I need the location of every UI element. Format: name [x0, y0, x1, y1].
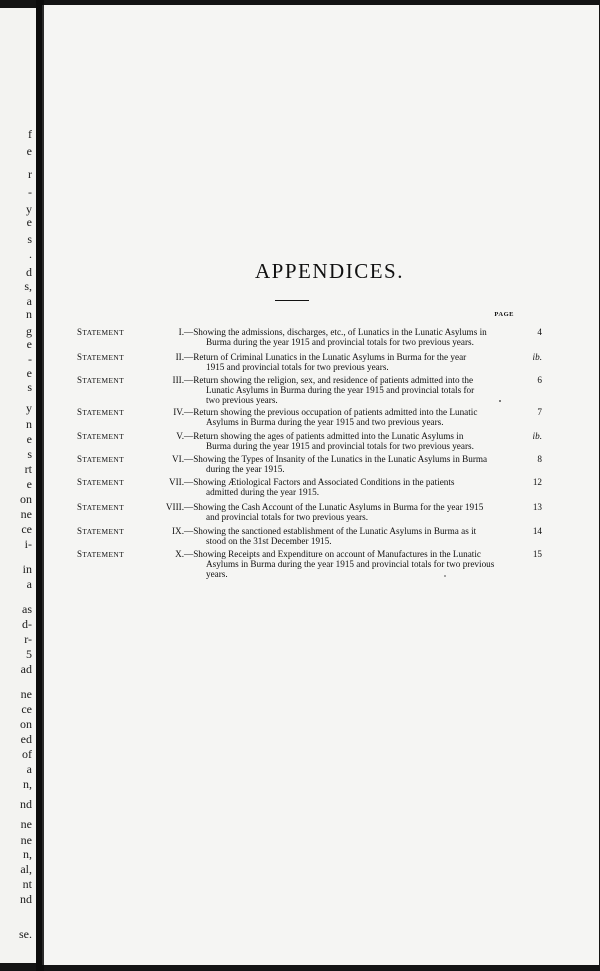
statement-number-value: V. — [176, 431, 184, 441]
statement-description-line: —Showing the Cash Account of the Lunatic Asylums in Burma for the year 1915 — [184, 502, 484, 512]
left-page-text-fragment: nd — [20, 797, 32, 811]
left-page-text-fragment: ce — [21, 522, 32, 536]
statement-description-line: Burma during the year 1915 and provincial totals for two previous years. — [206, 337, 474, 347]
statement-number — [139, 407, 184, 417]
statement-page-number: ib. — [532, 431, 542, 441]
statement-description-line: —Showing the Types of Insanity of the Lunatics in the Lunatic Asylums in Burma — [184, 454, 488, 464]
left-page-text-fragment: of — [22, 747, 32, 761]
left-page-text-fragment: ne — [20, 817, 32, 831]
statement-description-text: Return showing the previous occupation of patients admitted into the Lunatic — [193, 407, 478, 417]
left-page-text-fragment: a — [26, 577, 32, 591]
statement-number — [139, 502, 184, 512]
statement-number-value: VIII. — [165, 502, 184, 512]
statement-description-text: Return showing the religion, sex, and residence of patients admitted into the — [193, 375, 474, 385]
statement-description — [184, 375, 512, 405]
left-page-text-fragment: nt — [22, 877, 32, 891]
statement-number — [139, 327, 184, 337]
statement-description-line: —Showing the admissions, discharges, etc., of Lunatics in the Lunatic Asylums in — [184, 327, 487, 337]
statement-description-line: 1915 and provincial totals for two previous years. — [206, 362, 389, 372]
left-page-text-fragment: e — [26, 477, 32, 491]
left-page-text-fragment: in — [22, 562, 32, 576]
page-column-heading: PAGE — [494, 311, 514, 318]
statement-page-number: 4 — [537, 327, 542, 337]
statement-description-line: —Showing Receipts and Expenditure on account of Manufactures in the Lunatic — [184, 549, 481, 559]
statement-page-number: ib. — [532, 352, 542, 362]
left-page-text-fragment: r — [28, 167, 32, 181]
statement-description-line: —Showing Ætiological Factors and Associated Conditions in the patients — [184, 477, 455, 487]
statement-page-number: 8 — [537, 454, 542, 464]
statement-number — [139, 431, 184, 441]
statement-description — [184, 431, 512, 451]
statement-description-line: stood on the 31st December 1915. — [206, 536, 332, 546]
left-page-text-fragment: . — [29, 247, 32, 261]
left-page-text-fragment: s — [27, 380, 32, 394]
statement-description — [184, 454, 512, 474]
left-page-text-fragment: - — [28, 185, 32, 199]
statement-page-number: 7 — [537, 407, 542, 417]
document-page — [42, 5, 599, 965]
statement-description-line: Asylums in Burma during the year 1915 and two previous years. — [206, 417, 444, 427]
left-page-text-fragment: a — [26, 294, 32, 308]
statement-description-line: —Return of Criminal Lunatics in the Lunatic Asylums in Burma for the year — [184, 352, 467, 362]
left-page-text-fragment: e — [26, 215, 32, 229]
statement-number-value: I. — [178, 327, 184, 337]
statement-page-number: 12 — [532, 477, 542, 487]
left-page-text-fragment: s — [27, 447, 32, 461]
statement-description-line: and provincial totals for two previous years. — [206, 512, 369, 522]
statement-description-line: admitted during the year 1915. — [206, 487, 320, 497]
statement-description-text: Showing Receipts and Expenditure on account of Manufactures in the Lunatic — [193, 549, 481, 559]
left-page-text-fragment: a — [26, 762, 32, 776]
left-page-text-fragment: e — [26, 432, 32, 446]
left-page-text-fragment: r- — [24, 632, 32, 646]
statement-description-line: —Return showing the ages of patients admitted into the Lunatic Asylums in — [184, 431, 464, 441]
statement-description-text: Return of Criminal Lunatics in the Lunatic Asylums in Burma for the year — [193, 352, 467, 362]
left-page-text-fragment: on — [20, 492, 32, 506]
statement-number-value: III. — [172, 375, 184, 385]
statement-description-line: —Return showing the previous occupation of patients admitted into the Lunatic — [184, 407, 478, 417]
left-page-text-fragment: on — [20, 717, 32, 731]
statement-number — [139, 352, 184, 362]
statement-description — [184, 327, 512, 347]
left-page-text-fragment: d- — [22, 617, 32, 631]
statement-description — [184, 407, 512, 427]
statement-label: STATEMENT — [77, 477, 125, 487]
statement-number — [139, 477, 184, 487]
statement-description-line: —Return showing the religion, sex, and residence of patients admitted into the — [184, 375, 474, 385]
left-page-text-fragment: e — [26, 144, 32, 158]
statement-label: STATEMENT — [77, 526, 125, 536]
statement-description — [184, 477, 512, 497]
left-page-text-fragment: s, — [24, 279, 32, 293]
paper-mark — [444, 575, 446, 577]
statement-description-text: Showing the Types of Insanity of the Lunatics in the Lunatic Asylums in Burma — [193, 454, 488, 464]
title-divider — [275, 300, 309, 301]
left-page-text-fragment: ce — [21, 702, 32, 716]
left-page-text-fragment: ne — [20, 507, 32, 521]
statement-label: STATEMENT — [77, 375, 125, 385]
statement-description-text: Showing the sanctioned establishment of the Lunatic Asylums in Burma as it — [193, 526, 477, 536]
left-page-text-fragment: n — [26, 307, 32, 321]
statement-description-line: Lunatic Asylums in Burma during the year 1915 and provincial totals for — [206, 385, 475, 395]
statement-label: STATEMENT — [77, 549, 125, 559]
statement-description-text: Showing Ætiological Factors and Associated Conditions in the patients — [193, 477, 455, 487]
statement-number — [139, 454, 184, 464]
statement-number — [139, 549, 184, 559]
statement-number-value: X. — [175, 549, 184, 559]
statement-description-text: Showing the admissions, discharges, etc., of Lunatics in the Lunatic Asylums in — [193, 327, 487, 337]
statement-description — [184, 549, 512, 579]
statement-description-line: two previous years. — [206, 395, 278, 405]
page-title: APPENDICES. — [255, 259, 404, 283]
left-page-text-fragment: 5 — [26, 647, 32, 661]
statement-number-value: VI. — [172, 454, 184, 464]
statement-description — [184, 352, 512, 372]
statement-description-line: —Showing the sanctioned establishment of the Lunatic Asylums in Burma as it — [184, 526, 477, 536]
statement-page-number: 13 — [532, 502, 542, 512]
statement-number-value: VII. — [168, 477, 184, 487]
statement-label: STATEMENT — [77, 431, 125, 441]
left-page-text-fragment: i- — [24, 537, 32, 551]
previous-page-edge — [0, 8, 39, 963]
statement-number-value: IX. — [172, 526, 184, 536]
left-page-text-fragment: n, — [23, 777, 32, 791]
left-page-text-fragment: as — [22, 602, 32, 616]
left-page-text-fragment: e — [26, 366, 32, 380]
left-page-text-fragment: f — [28, 127, 32, 141]
left-page-text-fragment: n — [26, 417, 32, 431]
statement-description — [184, 502, 512, 522]
left-page-text-fragment: s — [27, 232, 32, 246]
statement-description-text: Showing the Cash Account of the Lunatic Asylums in Burma for the year 1915 — [193, 502, 484, 512]
left-page-text-fragment: ed — [20, 732, 32, 746]
statement-label: STATEMENT — [77, 352, 125, 362]
left-page-text-fragment: al, — [20, 862, 32, 876]
statement-description — [184, 526, 512, 546]
statement-description-line: years. — [206, 569, 228, 579]
statement-label: STATEMENT — [77, 502, 125, 512]
left-page-text-fragment: - — [28, 352, 32, 366]
statement-description-line: Asylums in Burma during the year 1915 and provincial totals for two previous — [206, 559, 495, 569]
left-page-text-fragment: y — [26, 401, 32, 415]
left-page-text-fragment: ne — [20, 687, 32, 701]
left-page-text-fragment: se. — [19, 927, 32, 941]
statement-description-line: during the year 1915. — [206, 464, 285, 474]
paper-mark — [499, 400, 501, 402]
statement-label: STATEMENT — [77, 407, 125, 417]
statement-page-number: 14 — [532, 526, 542, 536]
statement-page-number: 6 — [537, 375, 542, 385]
statement-label: STATEMENT — [77, 327, 125, 337]
left-page-text-fragment: n, — [23, 847, 32, 861]
left-page-text-fragment: d — [26, 265, 32, 279]
left-page-text-fragment: rt — [24, 462, 32, 476]
statement-number — [139, 526, 184, 536]
statement-description-text: Return showing the ages of patients admitted into the Lunatic Asylums in — [193, 431, 464, 441]
left-page-text-fragment: e — [26, 337, 32, 351]
statement-number-value: IV. — [173, 407, 184, 417]
statement-label: STATEMENT — [77, 454, 125, 464]
statement-page-number: 15 — [532, 549, 542, 559]
left-page-text-fragment: g — [26, 324, 32, 338]
left-page-text-fragment: nd — [20, 892, 32, 906]
statement-number-value: II. — [175, 352, 184, 362]
left-page-text-fragment: ne — [20, 833, 32, 847]
left-page-text-fragment: y — [26, 202, 32, 216]
left-page-text-fragment: ad — [20, 662, 32, 676]
statement-description-line: Burma during the year 1915 and provincial totals for two previous years. — [206, 441, 474, 451]
statement-number — [139, 375, 184, 385]
